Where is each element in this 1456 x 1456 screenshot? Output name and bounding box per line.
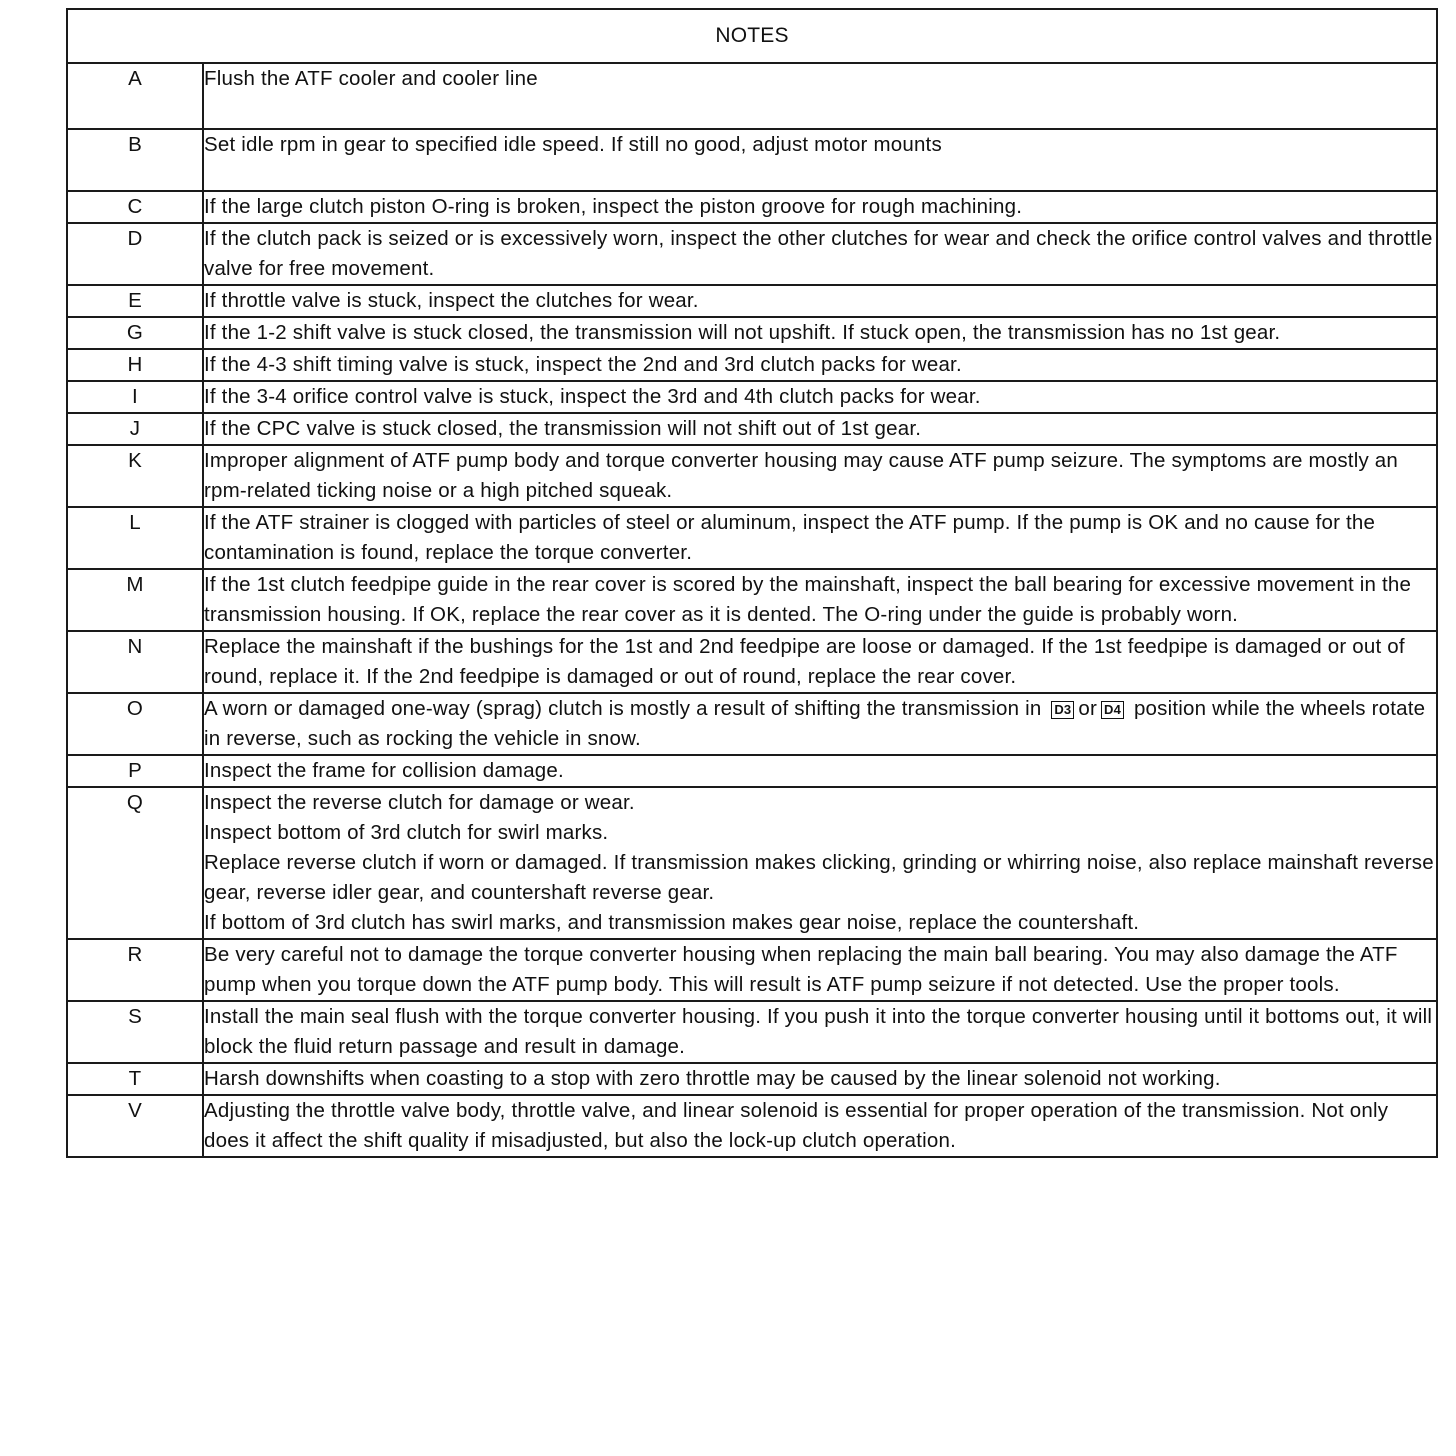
note-letter: C	[67, 191, 203, 223]
note-line: Replace the mainshaft if the bushings for the 1st and 2nd feedpipe are loose or damaged. If the 1st feedpipe is damaged or out of round, replace it. If the 2nd feedpipe is damaged or out of round, replace the rear cover.	[204, 635, 1405, 688]
note-line: Flush the ATF cooler and cooler line	[204, 67, 538, 90]
table-row	[67, 569, 1437, 631]
table-row	[67, 755, 1437, 787]
table-row	[67, 1063, 1437, 1095]
note-line: Set idle rpm in gear to specified idle speed. If still no good, adjust motor mounts	[204, 133, 942, 156]
note-text	[203, 1095, 1437, 1157]
note-text	[203, 939, 1437, 1001]
note-line: Install the main seal flush with the torque converter housing. If you push it into the torque converter housing until it bottoms out, it will block the fluid return passage and result in damage.	[204, 1005, 1433, 1058]
note-letter: K	[67, 445, 203, 507]
notes-table	[66, 8, 1438, 1158]
note-text-before: A worn or damaged one-way (sprag) clutch is mostly a result of shifting the transmission in	[204, 697, 1042, 720]
note-letter: R	[67, 939, 203, 1001]
note-letter: E	[67, 285, 203, 317]
note-letter: H	[67, 349, 203, 381]
note-line: If the large clutch piston O-ring is broken, inspect the piston groove for rough machining.	[204, 195, 1023, 218]
note-text	[203, 223, 1437, 285]
table-row	[67, 507, 1437, 569]
note-line: If the 4-3 shift timing valve is stuck, inspect the 2nd and 3rd clutch packs for wear.	[204, 353, 962, 376]
table-row	[67, 413, 1437, 445]
note-letter: D	[67, 223, 203, 285]
table-title: NOTES	[67, 9, 1437, 63]
note-letter: G	[67, 317, 203, 349]
header-row	[67, 9, 1437, 63]
note-line: Adjusting the throttle valve body, throttle valve, and linear solenoid is essential for proper operation of the transmission. Not only does it affect the shift quality if misadjusted, but also the lock-up clutch operation.	[204, 1099, 1389, 1152]
note-letter: A	[67, 63, 203, 129]
note-text	[203, 317, 1437, 349]
note-letter: B	[67, 129, 203, 191]
note-letter: O	[67, 693, 203, 755]
note-text	[203, 1063, 1437, 1095]
table-row	[67, 191, 1437, 223]
note-text	[203, 787, 1437, 939]
note-text	[203, 755, 1437, 787]
note-text	[203, 569, 1437, 631]
note-text	[203, 349, 1437, 381]
table-row	[67, 939, 1437, 1001]
note-letter: M	[67, 569, 203, 631]
note-text	[203, 285, 1437, 317]
note-line: If throttle valve is stuck, inspect the clutches for wear.	[204, 289, 699, 312]
note-text	[203, 413, 1437, 445]
note-letter: V	[67, 1095, 203, 1157]
note-line: If the 1-2 shift valve is stuck closed, the transmission will not upshift. If stuck open, the transmission has no 1st gear.	[204, 321, 1281, 344]
table-row	[67, 631, 1437, 693]
note-text	[203, 693, 1437, 755]
note-text	[203, 129, 1437, 191]
note-text	[203, 381, 1437, 413]
note-line: Be very careful not to damage the torque converter housing when replacing the main ball bearing. You may also damage the ATF pump when you torque down the ATF pump body. This will result is ATF pump seizure if not detected. Use the proper tools.	[204, 943, 1398, 996]
note-text-after: position while the wheels rotate in reverse, such as rocking the vehicle in snow.	[204, 697, 1426, 750]
note-letter: L	[67, 507, 203, 569]
note-line: If bottom of 3rd clutch has swirl marks, and transmission makes gear noise, replace the countershaft.	[204, 911, 1140, 934]
d3-position-badge: D3	[1051, 701, 1074, 719]
note-line: Inspect bottom of 3rd clutch for swirl marks.	[204, 821, 609, 844]
note-line: Inspect the reverse clutch for damage or wear.	[204, 791, 635, 814]
note-line: If the ATF strainer is clogged with particles of steel or aluminum, inspect the ATF pump. If the pump is OK and no cause for the contamination is found, replace the torque converter.	[204, 511, 1376, 564]
table-row	[67, 63, 1437, 129]
note-line: Inspect the frame for collision damage.	[204, 759, 564, 782]
table-row	[67, 693, 1437, 755]
table-row	[67, 381, 1437, 413]
d4-position-badge: D4	[1101, 701, 1124, 719]
note-text	[203, 507, 1437, 569]
note-letter: N	[67, 631, 203, 693]
table-row	[67, 129, 1437, 191]
table-row	[67, 317, 1437, 349]
table-row	[67, 787, 1437, 939]
note-line: If the CPC valve is stuck closed, the transmission will not shift out of 1st gear.	[204, 417, 922, 440]
table-row	[67, 1095, 1437, 1157]
table-row	[67, 285, 1437, 317]
note-text	[203, 63, 1437, 129]
note-text-mid: or	[1078, 697, 1097, 720]
note-letter: S	[67, 1001, 203, 1063]
note-text	[203, 445, 1437, 507]
note-line: If the 1st clutch feedpipe guide in the rear cover is scored by the mainshaft, inspect the ball bearing for excessive movement in the transmission housing. If OK, replace the rear cover as it is dented. The O-ring under the guide is probably worn.	[204, 573, 1412, 626]
note-letter: Q	[67, 787, 203, 939]
table-row	[67, 349, 1437, 381]
note-text	[203, 191, 1437, 223]
note-line: Replace reverse clutch if worn or damaged. If transmission makes clicking, grinding or whirring noise, also replace mainshaft reverse gear, reverse idler gear, and countershaft reverse gear.	[204, 851, 1434, 904]
note-line: Harsh downshifts when coasting to a stop with zero throttle may be caused by the linear solenoid not working.	[204, 1067, 1221, 1090]
note-text	[203, 631, 1437, 693]
note-line: If the clutch pack is seized or is excessively worn, inspect the other clutches for wear and check the orifice control valves and throttle valve for free movement.	[204, 227, 1433, 280]
note-letter: P	[67, 755, 203, 787]
table-row	[67, 1001, 1437, 1063]
note-line: Improper alignment of ATF pump body and torque converter housing may cause ATF pump seizure. The symptoms are mostly an rpm-related ticking noise or a high pitched squeak.	[204, 449, 1398, 502]
note-text	[203, 1001, 1437, 1063]
note-letter: I	[67, 381, 203, 413]
table-row	[67, 223, 1437, 285]
table-row	[67, 445, 1437, 507]
note-letter: J	[67, 413, 203, 445]
note-line: If the 3-4 orifice control valve is stuck, inspect the 3rd and 4th clutch packs for wear.	[204, 385, 981, 408]
note-letter: T	[67, 1063, 203, 1095]
